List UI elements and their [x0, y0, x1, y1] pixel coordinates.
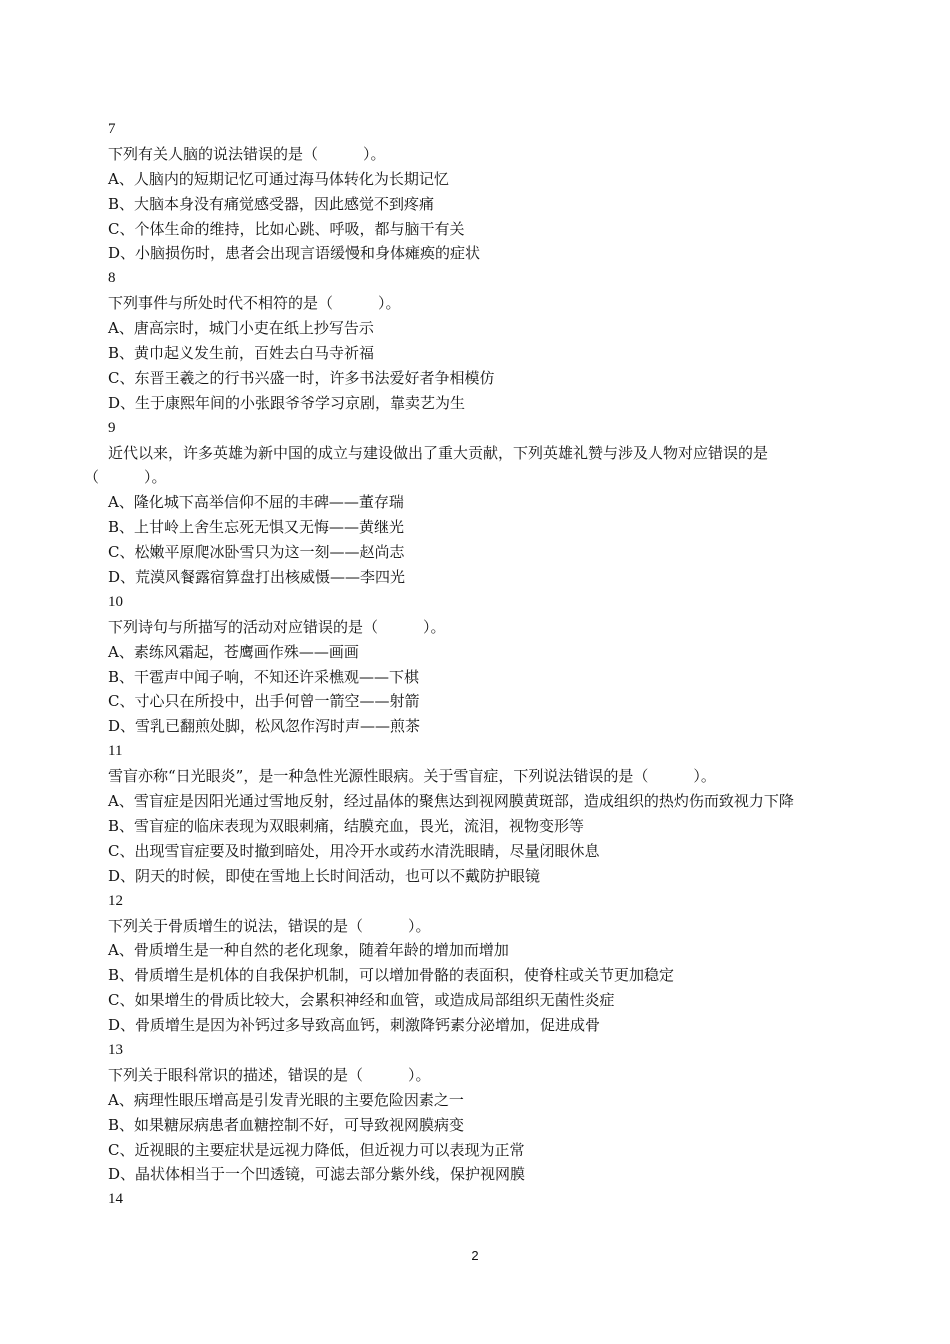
answer-option: B、黄巾起义发生前，百姓去白马寺祈福: [108, 344, 375, 363]
question-number: 9: [108, 419, 116, 436]
question-number: 12: [108, 892, 123, 909]
question-block: [84, 117, 884, 266]
question-number: 10: [108, 593, 123, 610]
question-stem-continuation: （ ）。: [84, 468, 167, 487]
question-block: [84, 266, 884, 415]
question-number: 11: [108, 743, 123, 760]
answer-option: C、松嫩平原爬冰卧雪只为这一刻——赵尚志: [108, 543, 405, 562]
answer-option: C、出现雪盲症要及时撤到暗处，用冷开水或药水清洗眼睛，尽量闭眼休息: [108, 841, 600, 860]
question-number: 14: [108, 1191, 123, 1208]
answer-option: D、生于康熙年间的小张跟爷爷学习京剧，靠卖艺为生: [108, 393, 466, 412]
answer-option: A、雪盲症是因阳光通过雪地反射，经过晶体的聚焦达到视网膜黄斑部，造成组织的热灼伤而致视力下降: [108, 792, 794, 811]
answer-option: B、干雹声中闻子响，不知还许采樵观——下棋: [108, 667, 420, 686]
question-stem: 下列事件与所处时代不相符的是（ ）。: [108, 294, 401, 313]
question-number: 7: [108, 121, 116, 137]
answer-option: A、素练风霜起，苍鹰画作殊——画画: [108, 642, 359, 661]
answer-option: D、小脑损伤时，患者会出现言语缓慢和身体瘫痪的症状: [108, 244, 481, 263]
question-stem: 近代以来，许多英雄为新中国的成立与建设做出了重大贡献，下列英雄礼赞与涉及人物对应错误的是: [108, 443, 769, 462]
question-block: [84, 889, 884, 1038]
question-stem: 下列关于眼科常识的描述，错误的是（ ）。: [108, 1065, 431, 1084]
answer-option: B、骨质增生是机体的自我保护机制，可以增加骨骼的表面积，使脊柱或关节更加稳定: [108, 966, 675, 985]
question-block: [84, 416, 884, 590]
question-stem: 雪盲亦称“日光眼炎”，是一种急性光源性眼病。关于雪盲症，下列说法错误的是（ ）。: [108, 767, 716, 786]
answer-option: A、唐高宗时，城门小吏在纸上抄写告示: [108, 319, 374, 338]
question-block: [84, 590, 884, 739]
question-stem: 下列关于骨质增生的说法，错误的是（ ）。: [108, 916, 431, 935]
answer-option: A、骨质增生是一种自然的老化现象，随着年龄的增加而增加: [108, 941, 509, 960]
answer-option: D、晶状体相当于一个凹透镜，可滤去部分紫外线，保护视网膜: [108, 1165, 526, 1184]
question-number: 13: [108, 1041, 123, 1058]
answer-option: B、大脑本身没有痛觉感受器，因此感觉不到疼痛: [108, 194, 435, 213]
question-block: [84, 1038, 884, 1187]
question-number: 8: [108, 270, 116, 287]
answer-option: A、隆化城下高举信仰不屈的丰碑——董存瑞: [108, 493, 404, 512]
answer-option: D、荒漠风餐露宿算盘打出核威慑——李四光: [108, 568, 406, 587]
answer-option: D、阴天的时候，即使在雪地上长时间活动，也可以不戴防护眼镜: [108, 866, 541, 885]
answer-option: D、雪乳已翻煎处脚，松风忽作泻时声——煎茶: [108, 717, 421, 736]
answer-option: A、病理性眼压增高是引发青光眼的主要危险因素之一: [108, 1090, 464, 1109]
page-number: 2: [471, 1248, 479, 1263]
question-block: [84, 739, 884, 888]
question-stem: 下列诗句与所描写的活动对应错误的是（ ）。: [108, 617, 446, 636]
question-block: [84, 1187, 884, 1212]
answer-option: C、东晋王羲之的行书兴盛一时，许多书法爱好者争相模仿: [108, 368, 495, 387]
answer-option: C、个体生命的维持，比如心跳、呼吸，都与脑干有关: [108, 219, 465, 238]
answer-option: B、雪盲症的临床表现为双眼刺痛，结膜充血，畏光，流泪，视物变形等: [108, 816, 585, 835]
question-list: [84, 117, 884, 1212]
answer-option: B、上甘岭上舍生忘死无惧又无悔——黄继光: [108, 518, 405, 537]
answer-option: C、近视眼的主要症状是远视力降低，但近视力可以表现为正常: [108, 1140, 525, 1159]
answer-option: A、人脑内的短期记忆可通过海马体转化为长期记忆: [108, 169, 449, 188]
question-stem: 下列有关人脑的说法错误的是（ ）。: [108, 144, 386, 163]
answer-option: B、如果糖尿病患者血糖控制不好，可导致视网膜病变: [108, 1115, 465, 1134]
answer-option: D、骨质增生是因为补钙过多导致高血钙，刺激降钙素分泌增加，促进成骨: [108, 1016, 601, 1035]
answer-option: C、如果增生的骨质比较大，会累积神经和血管，或造成局部组织无菌性炎症: [108, 991, 615, 1010]
answer-option: C、寸心只在所投中，出手何曾一箭空——射箭: [108, 692, 420, 711]
